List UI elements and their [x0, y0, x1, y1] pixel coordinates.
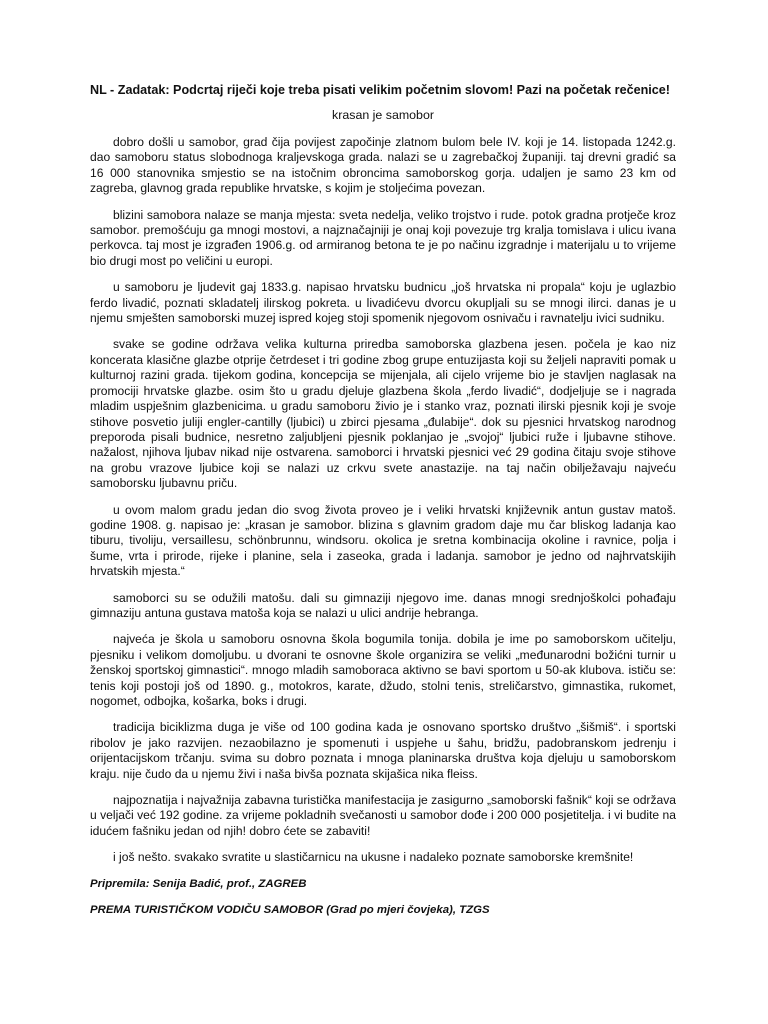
paragraph-surroundings: blizini samobora nalaze se manja mjesta: sveta nedelja, veliko trojstvo i rude. potok gradna protječe kroz samobor. premošćuju ga mnogi mostovi, a najznačajniji je onaj koji povezuje trg kralja tomislava i ulicu ivana perkovca. taj most je izgrađen 1906.g. od armiranog betona te je po načinu izgradnje i materijalu u to vrijeme bio drugi most po veličini u europi.: [90, 207, 676, 268]
credit-author: Pripremila: Senija Badić, prof., ZAGREB: [90, 877, 307, 890]
paragraph-intro: dobro došli u samobor, grad čija povijest započinje zlatnom bulom bele IV. koji je 14. listopada 1242.g. dao samoboru status slobodnoga kraljevskoga grada. nalazi se u zagrebačkoj županiji. taj drevni gradić sa 16 000 stanovnika smjestio se na istočnim obroncima samoborskog gorja. udaljen je samo 23 km od zagreba, glavnog grada republike hrvatske, s kojim je stoljećima povezan.: [90, 135, 676, 196]
document-page: [90, 83, 676, 929]
document-title: krasan je samobor: [332, 108, 434, 122]
paragraph-kremsnite: i još nešto. svakako svratite u slastičarnicu na ukusne i nadaleko poznate samoborske kremšnite!: [113, 850, 634, 865]
paragraph-music-autumn: svake se godine održava velika kulturna priredba samoborska glazbena jesen. počela je kao niz koncerata klasične glazbe otprije četrdeset i tri godine zbog grupe entuzijasta koji su željeli napraviti pomak u kulturnoj razini grada. tijekom godina, koncepcija se mijenjala, ali cijelo vrijeme bio je stavljen naglasak na promociji hrvatske glazbe. osim što u gradu djeluje glazbena škola „ferdo livadić“, dodjeljuje se i nagrada mladim uspješnim glazbenicima. u gradu samoboru živio je i stanko vraz, poznati ilirski pjesnik koji je svoje stihove posvetio juliji engler-cantilly (ljubici) u zbirci pjesama „đulabije“. dok su pjesnici hrvatskog narodnog preporoda pisali budnice, nesretno zaljubljeni pjesnik poklanjao je „svojoj“ ljubici ruže i ljubavne stihove. nažalost, njihova ljubav nikad nije ostvarena. samoborci i hrvatski pjesnici već 29 godina čitaju svoje stihove na grobu vrazove ljubice koji se nalazi uz crkvu svete anastazije. na taj način obilježavaju najveću samoborsku ljubavnu priču.: [90, 337, 676, 491]
paragraph-carnival: najpoznatija i najvažnija zabavna turistička manifestacija je zasigurno „samoborski fašnik“ koji se održava u veljači već 192 godine. za vrijeme pokladnih svečanosti u samobor dođe i 200 000 posjetitelja. i vi budite na idućem fašniku jedan od njih! dobro ćete se zabaviti!: [90, 793, 676, 838]
paragraph-school-sports: najveća je škola u samoboru osnovna škola bogumila tonija. dobila je ime po samoborskom učitelju, pjesniku i velikom domoljubu. u dvorani te osnovne škole organizira se veliki „međunarodni božićni turnir u ženskoj sportskoj gimnastici“. mnogo mladih samoboraca aktivno se bavi sportom u 50-ak klubova. ističu se: tenis koji postoji još od 1890. g., motokros, karate, džudo, stolni tenis, streličarstvo, gimnastika, rukomet, nogomet, odbojka, košarka, boks i drugi.: [90, 632, 676, 708]
task-instruction: NL - Zadatak: Podcrtaj riječi koje treba pisati velikim početnim slovom! Pazi na početak rečenice!: [90, 83, 670, 97]
paragraph-cycling: tradicija biciklizma duga je više od 100 godina kada je osnovano sportsko društvo „šišmiš“. i sportski ribolov je jako razvijen. nezaobilazno je spomenuti i uspjehe u šahu, bridžu, padobranskom jedrenju i orijentacijskom trčanju. svima su dobro poznata i mnoga planinarska društva koja djeluju u samoborskom kraju. nije čudo da u njemu živi i naša bivša poznata skijašica nika fleiss.: [90, 720, 676, 781]
paragraph-gymnasium: samoborci su se odužili matošu. dali su gimnaziji njegovo ime. danas mnogi srednjoškolci pohađaju gimnaziju antuna gustava matoša koja se nalazi u ulici andrije hebranga.: [90, 590, 676, 620]
paragraph-ljudevit-gaj: u samoboru je ljudevit gaj 1833.g. napisao hrvatsku budnicu „još hrvatska ni propala“ koju je uglazbio ferdo livadić, poznati skladatelj ilirskog pokreta. u livadićevu dvorcu okupljali su se mnogi ilirci. danas je u njemu smješten samoborski muzej ispred kojeg stoji spomenik njegovom osnivaču i ravnatelju ivici sudniku.: [90, 280, 676, 326]
paragraph-matos: u ovom malom gradu jedan dio svog života proveo je i veliki hrvatski književnik antun gustav matoš. godine 1908. g. napisao je: „krasan je samobor. blizina s glavnim gradom daje mu čar bliskog ladanja kao tiburu, tivoliju, versaillesu, schönbrunnu, windsoru. okolica je sretna kombinacija okoline i ravnice, polja i šume, vrta i prirode, rijeke i planine, sela i zaseoka, grada i ladanja. samobor je jedno od najhrvatskijih hrvatskih mjesta.“: [90, 502, 676, 579]
credit-source: PREMA TURISTIČKOM VODIČU SAMOBOR (Grad po mjeri čovjeka), TZGS: [90, 903, 490, 916]
